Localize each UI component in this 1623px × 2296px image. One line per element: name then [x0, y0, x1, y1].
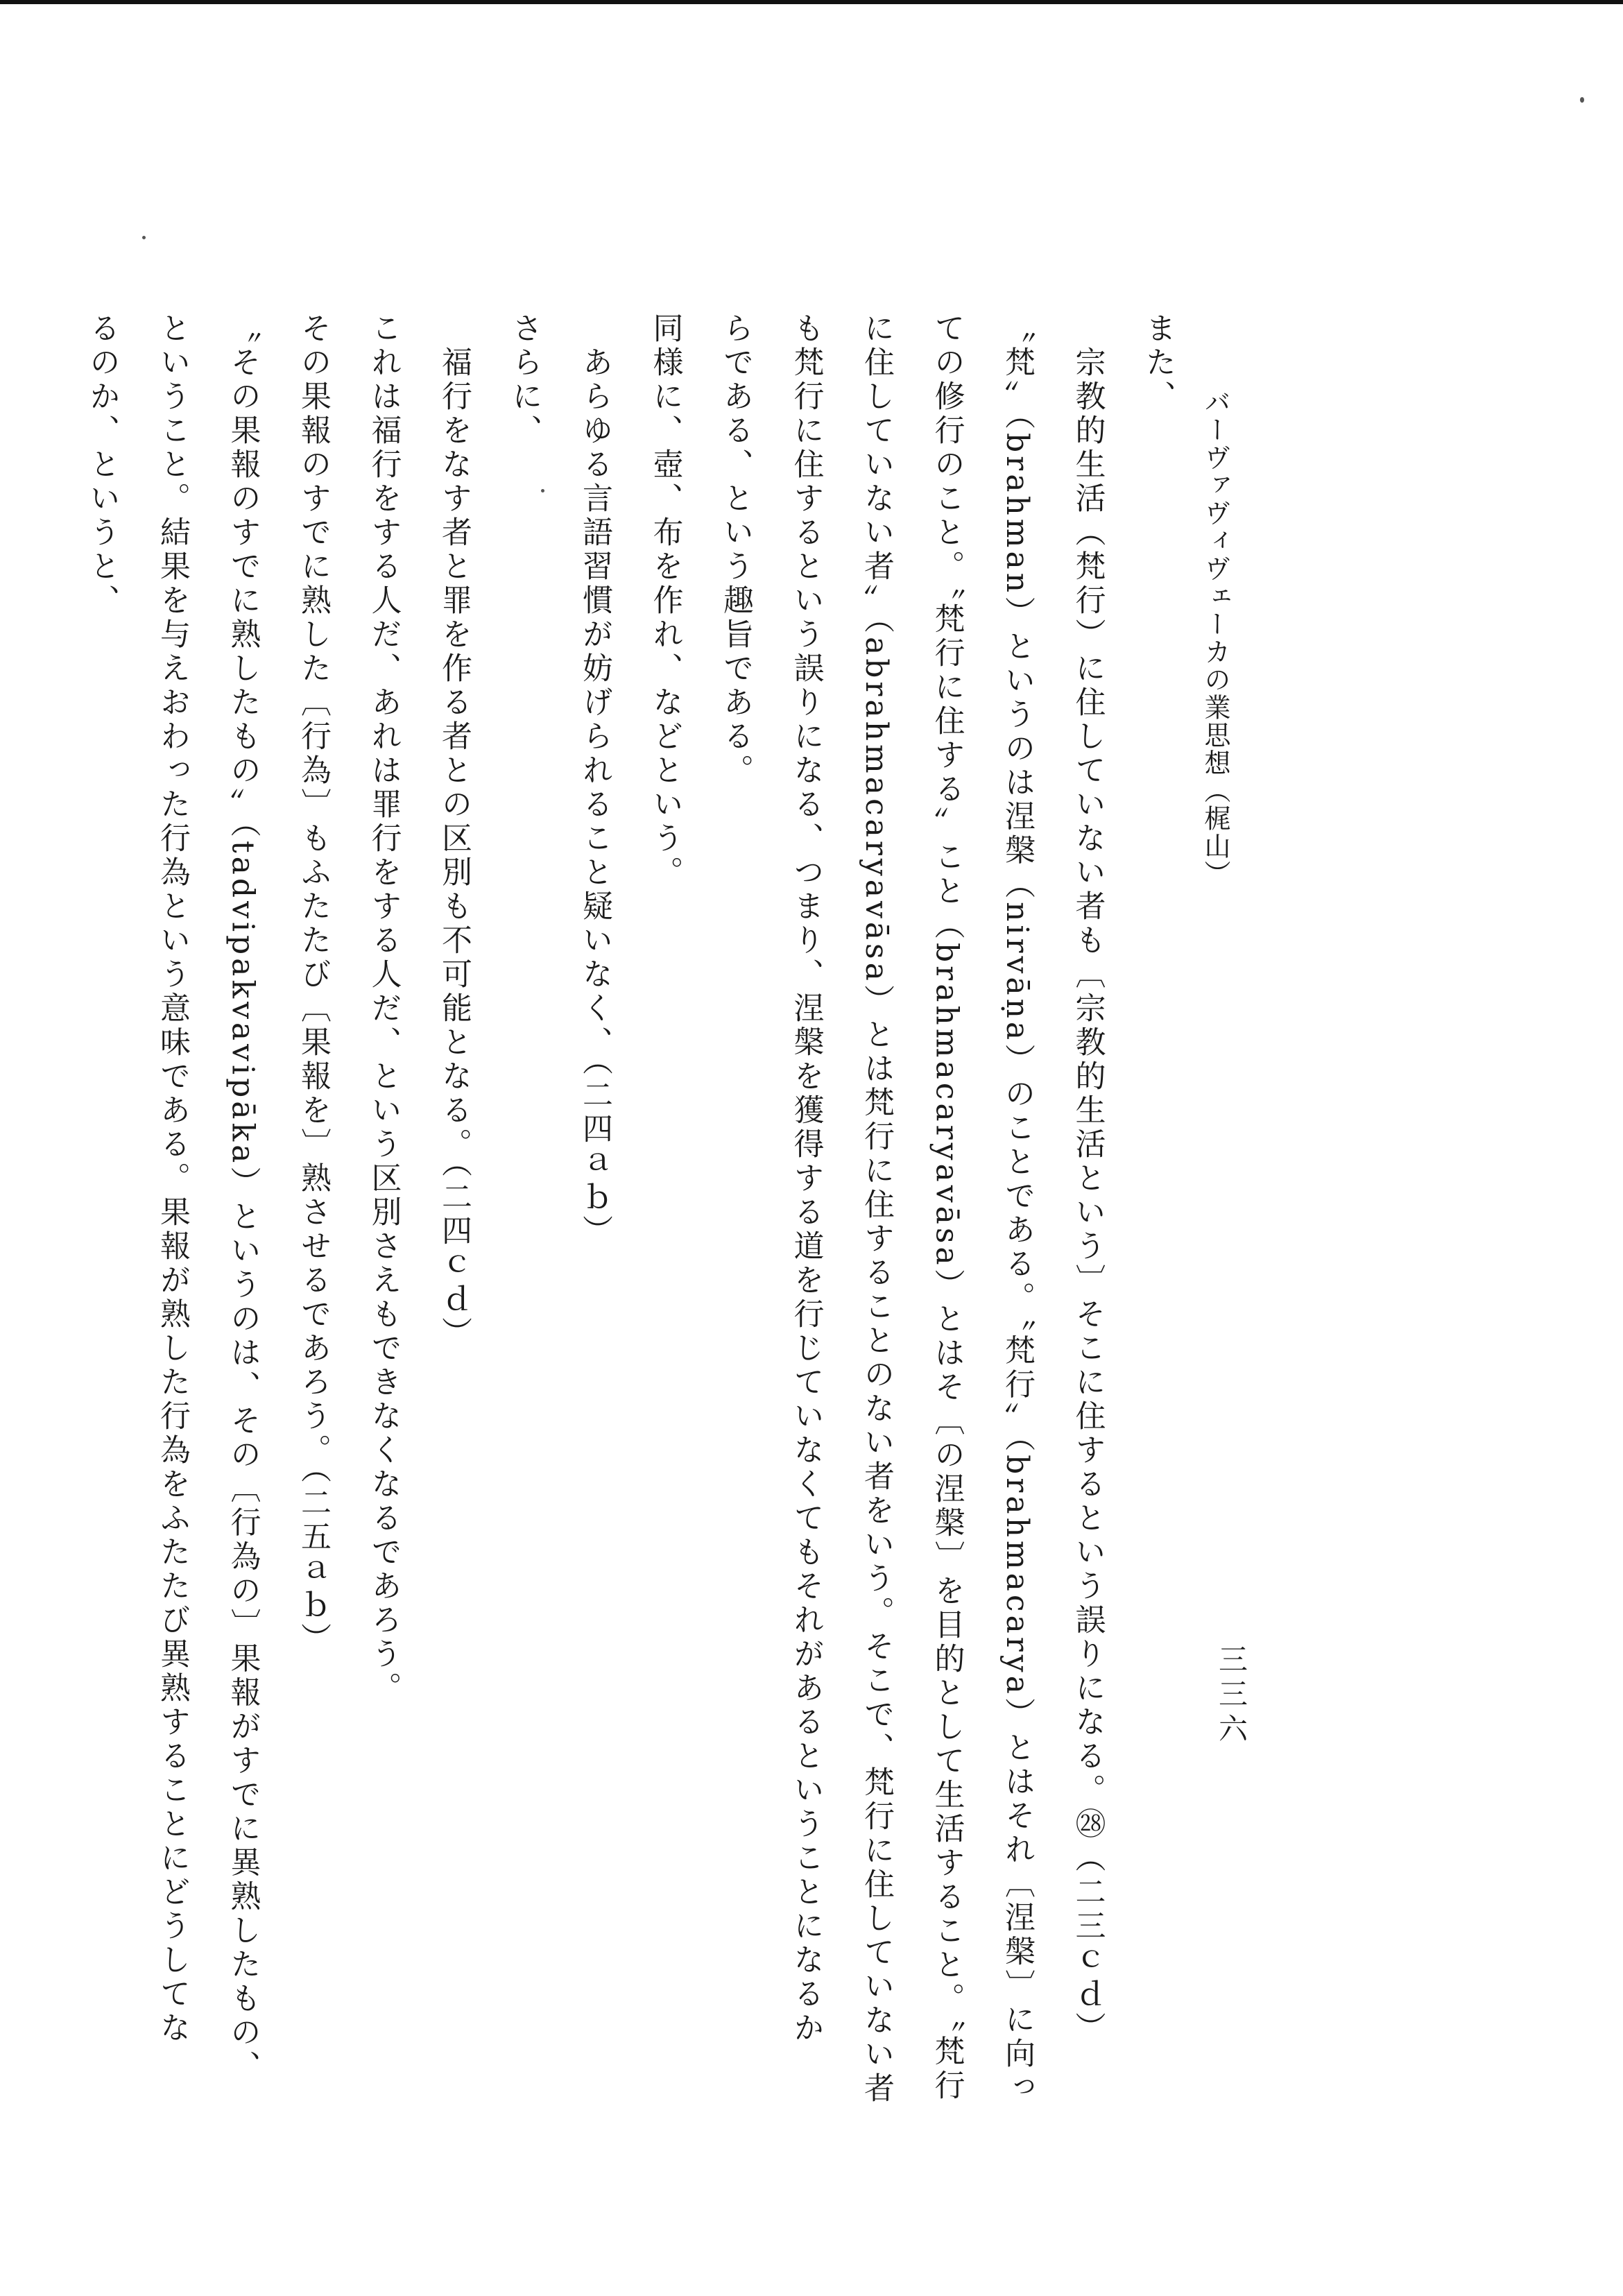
text-line: 宗教的生活（梵行）に住していない者も〔宗教的生活という〕そこに住するという誤りになる。㉘（二三ｃｄ） — [1070, 346, 1106, 2046]
text-line: に住していない者〟（abrahmacaryavāsa）とは梵行に住することのない者をいう。そこで、梵行に住していない者 — [859, 312, 894, 2106]
scan-speck — [1580, 97, 1584, 103]
scan-speck — [541, 489, 544, 492]
text-line: 福行をなす者と罪を作る者との区別も不可能となる。（二四ｃｄ） — [436, 346, 472, 1351]
text-line: ということ。結果を与えおわった行為という意味である。果報が熟した行為をふたたび異熟することにどうしてな — [155, 312, 190, 2046]
top-border-line — [0, 0, 1623, 4]
page-number: 三三六 — [1214, 1644, 1248, 1748]
text-line: も梵行に住するという誤りになる、つまり、涅槃を獲得する道を行じていなくてもそれがあるということになるか — [788, 312, 824, 2046]
body-text — [84, 312, 1193, 2227]
text-line: その果報のすでに熟した〔行為〕もふたたび〔果報を〕熟させるであろう。（二五ａｂ） — [295, 312, 331, 1656]
text-line: 〝その果報のすでに熟したもの〟（tadvipakvavipāka）というのは、その〔行為の〕果報がすでに異熟したもの、 — [225, 312, 261, 2084]
text-line: 同様に、壺、布を作れ、などという。 — [647, 312, 683, 890]
text-line: あらゆる言語習慣が妨げられること疑いなく、（二四ａｂ） — [577, 346, 612, 1249]
text-line: ての修行のこと。〝梵行に住する〟こと（brahmacaryavāsa）とはそ〔の涅槃〕を目的として生活すること。〝梵行 — [929, 312, 965, 2103]
text-line: らである、という趣旨である。 — [718, 312, 753, 788]
text-line: これは福行をする人だ、あれは罪行をする人だ、という区別さえもできなくなるであろう。 — [366, 312, 402, 1706]
text-line: さらに、 — [506, 312, 542, 448]
scan-speck — [142, 236, 146, 239]
running-header: バーヴァヴィヴェーカの業思想（梶山） — [1200, 388, 1230, 888]
text-line: また、 — [1140, 312, 1176, 414]
text-line: 〝梵〟（brahman）というのは涅槃（nirvāṇa）のことである。〝梵行〟（brahmacarya）とはそれ〔涅槃〕に向っ — [999, 312, 1035, 2105]
text-line: るのか、というと、 — [84, 312, 120, 618]
